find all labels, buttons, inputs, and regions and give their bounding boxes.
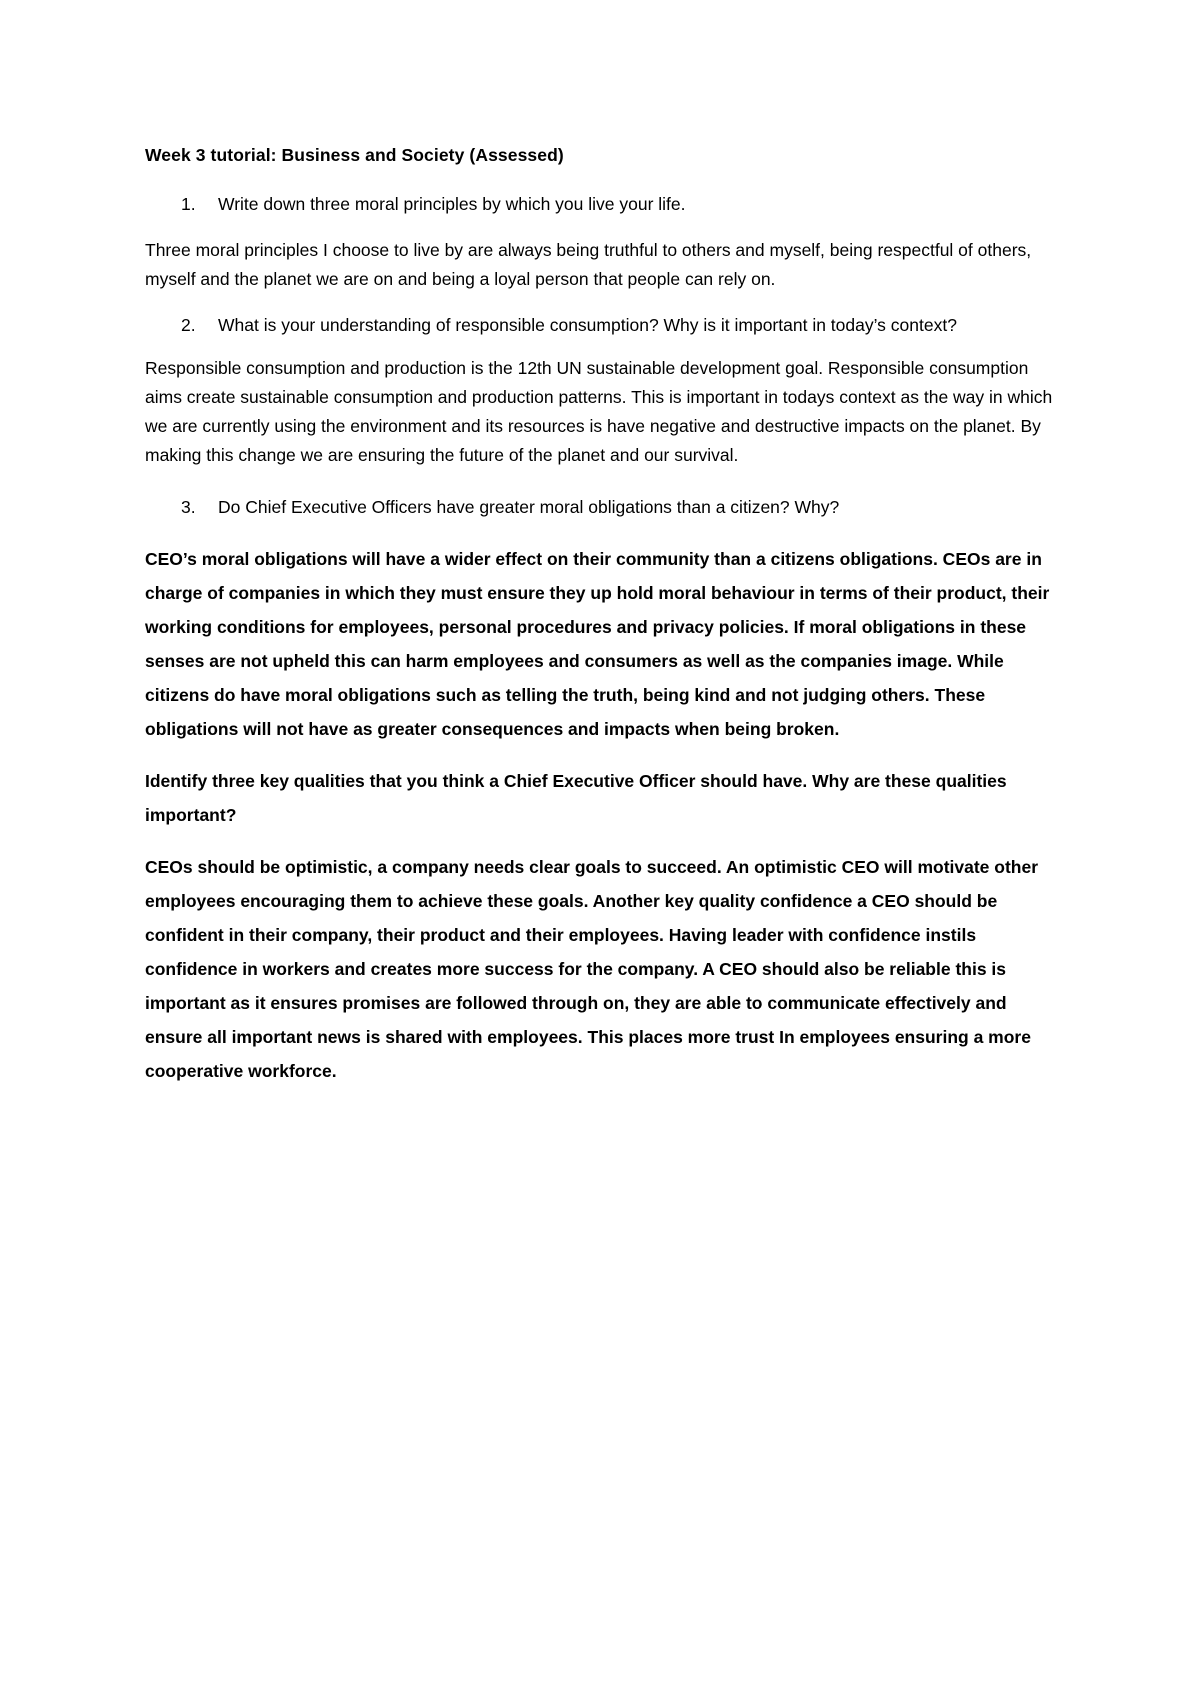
- answer-4: CEOs should be optimistic, a company needs clear goals to succeed. An optimistic CEO will motivate other employees encouraging them to achieve these goals. Another key quality confidence a CEO should be confident in their company, their product and their employees. Having leader with confidence instils confidence in workers and creates more success for the company. A CEO should also be reliable this is important as it ensures promises are followed through on, they are able to communicate effectively and ensure all important news is shared with employees. This places more trust In employees ensuring a more cooperative workforce.: [145, 857, 1039, 1081]
- question-3: [145, 493, 1075, 522]
- question-3-text: Do Chief Executive Officers have greater moral obligations than a citizen? Why?: [218, 497, 840, 517]
- answer-3: CEO’s moral obligations will have a wider effect on their community than a citizens obligations. CEOs are in charge of companies in which they must ensure they up hold moral behaviour in terms of their product, their working conditions for employees, personal procedures and privacy policies. If moral obligations in these senses are not upheld this can harm employees and consumers as well as the companies image. While citizens do have moral obligations such as telling the truth, being kind and not judging others. These obligations will not have as greater consequences and impacts when being broken.: [145, 549, 1050, 739]
- question-3-number: 3.: [181, 497, 196, 517]
- question-4-text: Identify three key qualities that you think a Chief Executive Officer should have. Why are these qualities important?: [145, 771, 1007, 825]
- document-title: Week 3 tutorial: Business and Society (Assessed): [145, 145, 564, 165]
- question-2: [145, 311, 1075, 340]
- question-1-text: Write down three moral principles by which you live your life.: [218, 194, 686, 214]
- answer-1: Three moral principles I choose to live by are always being truthful to others and myself, being respectful of others, myself and the planet we are on and being a loyal person that people can rely on.: [145, 240, 1032, 289]
- question-2-number: 2.: [181, 315, 196, 335]
- question-1-number: 1.: [181, 194, 196, 214]
- question-2-text: What is your understanding of responsible consumption? Why is it important in today’s context?: [218, 315, 957, 335]
- document-body: [145, 143, 1075, 1105]
- answer-2: Responsible consumption and production is the 12th UN sustainable development goal. Responsible consumption aims create sustainable consumption and production patterns. This is important in todays context as the way in which we are currently using the environment and its resources is have negative and destructive impacts on the planet. By making this change we are ensuring the future of the planet and our survival.: [145, 358, 1053, 465]
- question-1: [145, 190, 1075, 219]
